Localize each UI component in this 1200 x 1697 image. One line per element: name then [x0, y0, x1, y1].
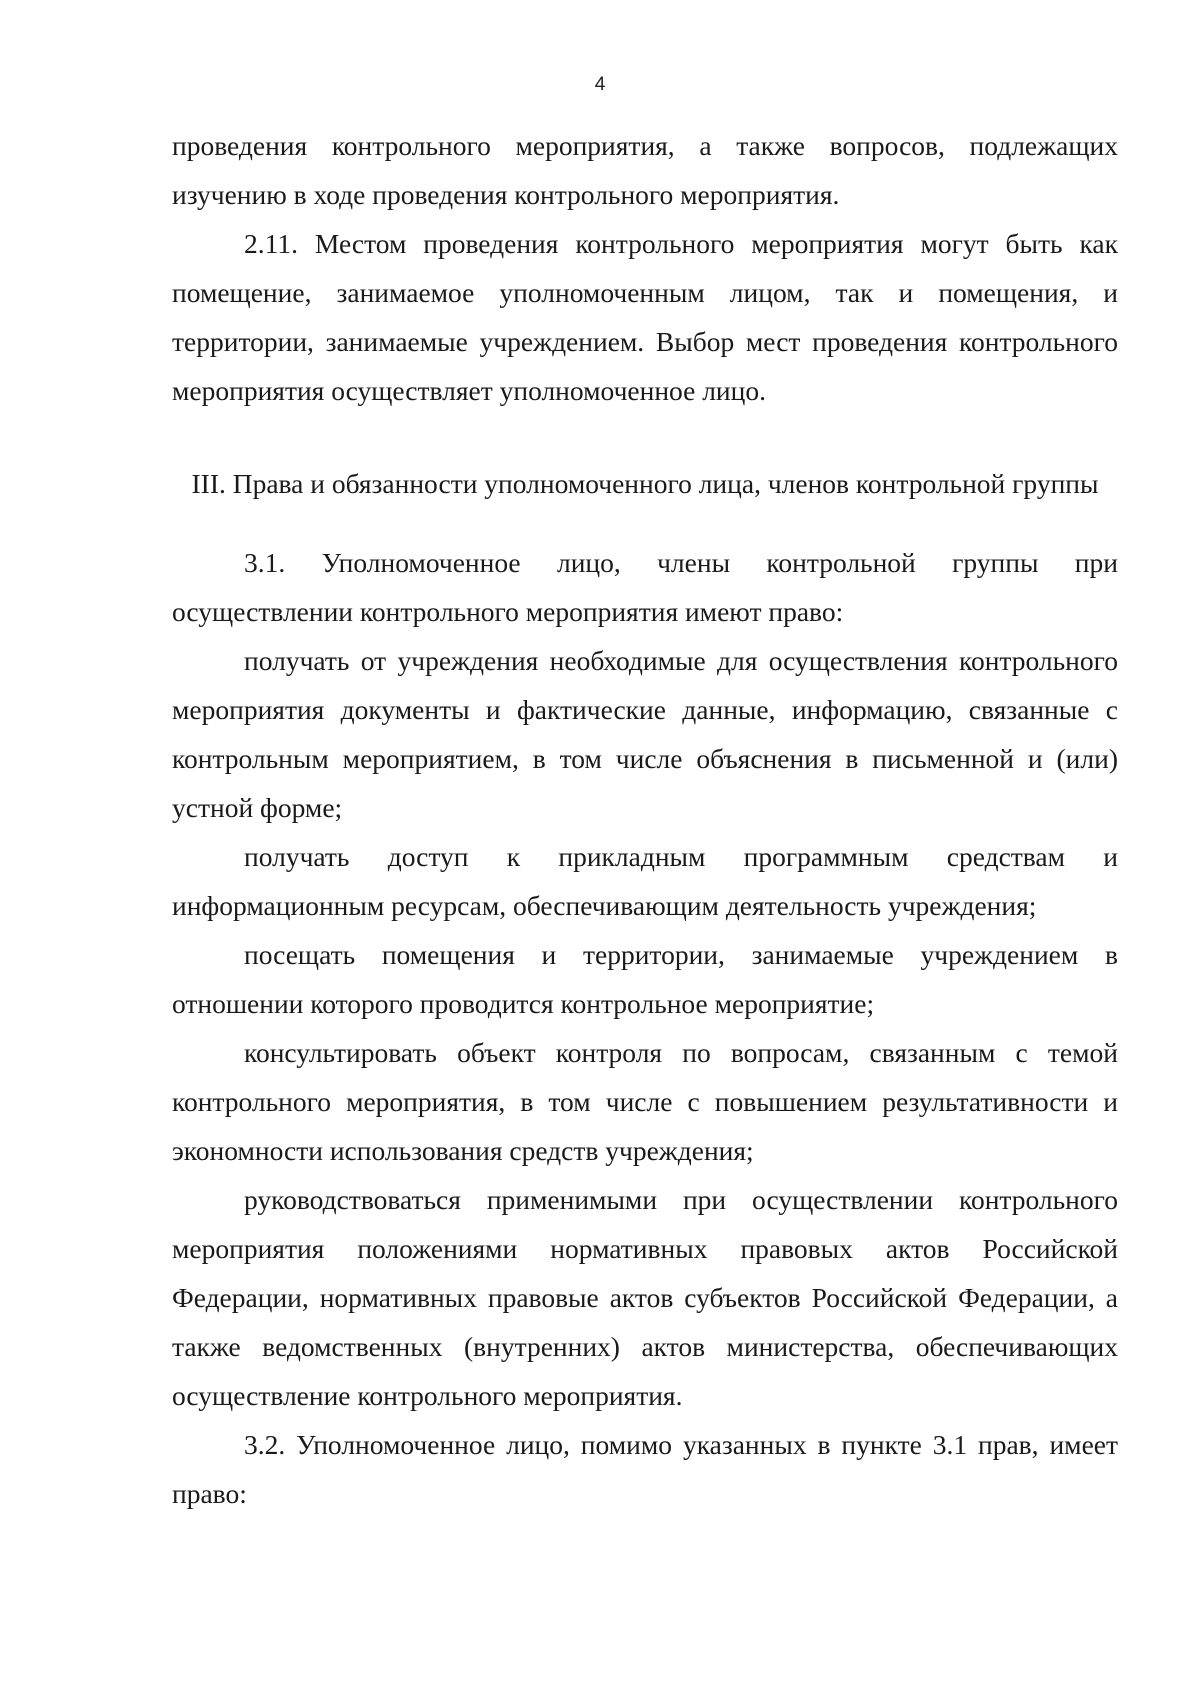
section-heading: III. Права и обязанности уполномоченного лица, членов контрольной группы	[191, 468, 1099, 499]
paragraph-3-2: 3.2. Уполномоченное лицо, помимо указанных в пункте 3.1 прав, имеет право:	[172, 1429, 1118, 1509]
list-item-obtain-documents: получать от учреждения необходимые для осуществления контрольного мероприятия документы и фактические данные, информацию, связанные с контрольным мероприятием, в том числе объяснения в письменной и (или) устной форме;	[172, 645, 1118, 823]
paragraph-continuation: проведения контрольного мероприятия, а также вопросов, подлежащих изучению в ходе проведения контрольного мероприятия.	[172, 130, 1118, 210]
paragraph-3-1: 3.1. Уполномоченное лицо, члены контрольной группы при осуществлении контрольного мероприятия имеют право:	[172, 547, 1118, 627]
list-item-visit-premises: посещать помещения и территории, занимаемые учреждением в отношении которого проводится контрольное мероприятие;	[172, 939, 1118, 1019]
list-item-access-software: получать доступ к прикладным программным средствам и информационным ресурсам, обеспечивающим деятельность учреждения;	[172, 841, 1118, 921]
page-number: 4	[594, 74, 606, 95]
paragraph-2-11: 2.11. Местом проведения контрольного мероприятия могут быть как помещение, занимаемое уполномоченным лицом, так и помещения, и территории, занимаемые учреждением. Выбор мест проведения контрольного мероприятия осуществляет уполномоченное лицо.	[172, 228, 1118, 406]
list-item-consult: консультировать объект контроля по вопросам, связанным с темой контрольного мероприятия, в том числе с повышением результативности и экономности использования средств учреждения;	[172, 1037, 1118, 1166]
list-item-follow-acts: руководствоваться применимыми при осуществлении контрольного мероприятия положениями нормативных правовых актов Российской Федерации, нормативных правовые актов субъектов Российской Федерации, а также ведомственных (внутренних) актов министерства, обеспечивающих осуществление контрольного мероприятия.	[172, 1184, 1118, 1411]
document-body	[172, 121, 1118, 1518]
